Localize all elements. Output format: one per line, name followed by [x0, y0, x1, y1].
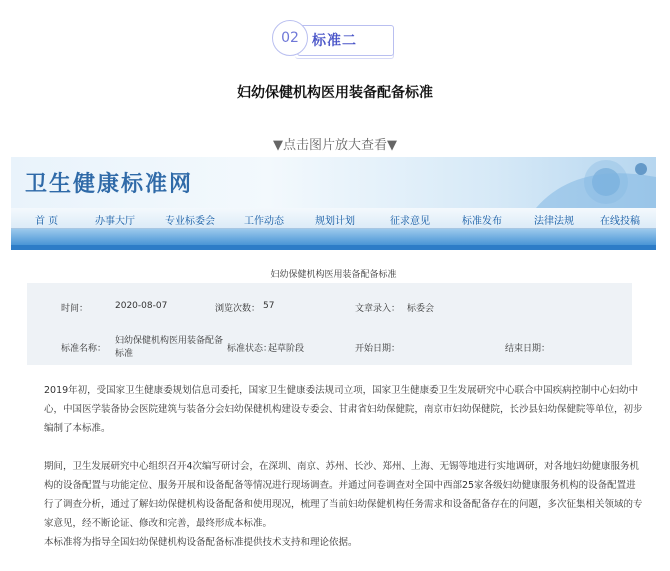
nav-standard-release[interactable]: 标准发布 — [462, 216, 502, 227]
nav-laws[interactable]: 法律法规 — [534, 216, 574, 227]
nav-planning[interactable]: 规划计划 — [315, 216, 355, 227]
start-date-label: 开始日期： — [355, 344, 401, 354]
screenshot-image[interactable] — [11, 157, 656, 571]
views-label: 浏览次数： — [215, 304, 261, 314]
section-number: 02 — [272, 20, 308, 56]
section-label: 标准二 — [312, 33, 357, 49]
blue-header-line — [11, 245, 656, 250]
site-banner — [11, 157, 656, 208]
entry-value: 标委会 — [407, 304, 435, 314]
paragraph-3: 本标准将为指导全国妇幼保健机构设备配备标准提供技术支持和理论依据。 — [44, 537, 358, 548]
zoom-hint: ▼点击图片放大查看▼ — [273, 138, 397, 153]
section-badge — [272, 18, 396, 62]
name-label: 标准名称： — [61, 344, 107, 354]
page-title: 妇幼保健机构医用装备配备标准 — [237, 85, 433, 101]
entry-label: 文章录入： — [355, 304, 401, 314]
status-value: 起草阶段 — [268, 344, 305, 354]
paragraph-2: 期间，卫生发展研究中心组织召开4次编写研讨会，在深圳、南京、苏州、长沙、郑州、上海、无锡等地进行实地调研，对各地妇幼健康服务机构的设备配置与功能定位、服务开展和设备配备等情况进行现场调查。并通过问卷调查对全国中西部25家各级妇幼健康服务机构的设备配置进行了调查分析，通过了解妇幼保健机构设备配备和使用现况，梳理了当前妇幼保健机构任务需求和设备配备存在的问题，多次征集相关领域的专家意见，经不断论证、修改和完善，最终形成本标准。 — [44, 461, 643, 529]
nav-service-hall[interactable]: 办事大厅 — [95, 216, 135, 227]
site-name: 卫生健康标准网 — [25, 171, 194, 197]
end-date-label: 结束日期： — [505, 344, 551, 354]
nav-home[interactable]: 首 页 — [35, 216, 59, 227]
site-nav — [11, 208, 656, 229]
document-title: 妇幼保健机构医用装备配备标准 — [270, 270, 397, 280]
views-value: 57 — [263, 301, 275, 311]
nav-submit[interactable]: 在线投稿 — [600, 216, 640, 227]
time-label: 时间： — [61, 304, 89, 314]
banner-decoration-icon — [496, 157, 656, 208]
nav-work-news[interactable]: 工作动态 — [244, 216, 284, 227]
status-label: 标准状态： — [227, 344, 273, 354]
paragraph-1: 2019年初，受国家卫生健康委规划信息司委托，国家卫生健康委法规司立项，国家卫生健康委卫生发展研究中心联合中国疾病控制中心妇幼中心，中国医学装备协会医院建筑与装备分会妇幼保健机构建设专委会、甘肃省妇幼保健院，南京市妇幼保健院，长沙县妇幼保健院等单位，初步编制了本标准。 — [44, 385, 643, 434]
nav-comments[interactable]: 征求意见 — [390, 216, 430, 227]
time-value: 2020-08-07 — [115, 301, 168, 311]
blue-header-bar — [11, 229, 656, 245]
document-info-panel — [27, 283, 632, 365]
section-label-box — [297, 25, 394, 56]
name-value: 妇幼保健机构医用装备配备标准 — [115, 336, 224, 359]
nav-committee[interactable]: 专业标委会 — [165, 216, 215, 227]
